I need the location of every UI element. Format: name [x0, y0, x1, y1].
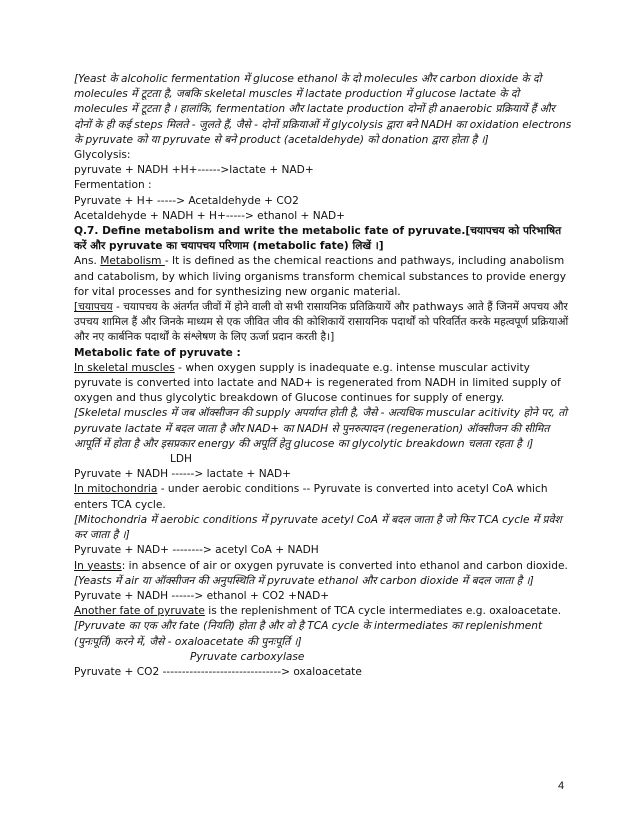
- metabolism-definition: - It is defined as the chemical reactions and pathways, including anabolism and catabolism, by which living organisms transform chemical substances to provide energy for vital processes and for synthesizing new organic material.: [74, 255, 567, 298]
- hindi-metabolism-definition: - चयापचय के अंतर्गत जीवों में होने वाली वो सभी रासायनिक प्रतिक्रियायें और pathways आते हैं जिनमें अपचय और उपचय शामिल हैं और जिनके माध्यम से एक जीवित जीव की कोशिकायें रासायनिक पदार्थों को परिवर्तित करके महत्वपूर्ण प्रक्रियाओं और नए कार्बनिक पदार्थों के संश्लेषण के लिए ऊर्जा प्रदान करती है।]: [74, 301, 569, 344]
- ldh-enzyme-label: LDH: [170, 453, 193, 466]
- yeast-fermentation-note: [Yeast के alcoholic fermentation में glucose ethanol के दो molecules और carbon dioxide के दो molecules में टूटता है, जबकि skeletal muscles में lactate production में glucose lactate के दो molecules में टूटता है । हालांकि, fermentation और lactate production दोनों ही anaerobic प्रक्रियायें हैं और दोनों के ही कई steps मिलते - जुलते हैं, जैसे - दोनों प्रक्रियाओं में glycolysis द्वारा बने NADH का oxidation electrons के pyruvate को या pyruvate से बने product (acetaldehyde) को donation द्वारा होता है ।]: [74, 73, 572, 146]
- mitochondria-text: - under aerobic conditions -- Pyruvate is converted into acetyl CoA which enters TCA cycle.: [74, 483, 548, 511]
- fermentation-equation-1: Pyruvate + H+ -----> Acetaldehyde + CO2: [74, 194, 299, 207]
- yeast-term: In yeasts: [74, 559, 122, 572]
- glycolysis-label: Glycolysis:: [74, 149, 131, 162]
- skeletal-muscle-term: In skeletal muscles: [74, 361, 175, 374]
- another-fate-hindi: [Pyruvate का एक और fate (नियति) होता है और वो है TCA cycle के intermediates का replenishment (पुनःपूर्ति) करने में, जैसे - oxaloacetate की पुनःपूर्ति ।]: [74, 620, 543, 648]
- yeast-equation: Pyruvate + NADH ------> ethanol + CO2 +NAD+: [74, 589, 330, 602]
- mitochondria-term: In mitochondria: [74, 483, 158, 496]
- glycolysis-equation: pyruvate + NADH +H+------>lactate + NAD+: [74, 164, 314, 177]
- question-7: Q.7. Define metabolism and write the metabolic fate of pyruvate.[चयापचय को परिभाषित करें और pyruvate का चयापचय परिणाम (metabolic fate) लिखें ।]: [74, 225, 562, 253]
- yeast-hindi: [Yeasts में air या ऑक्सीजन की अनुपस्थिति में pyruvate ethanol और carbon dioxide में बदल जाता है ।]: [74, 574, 534, 587]
- skeletal-muscle-hindi: [Skeletal muscles में जब ऑक्सीजन की supply अपर्याप्त होती है, जैसे - अत्यधिक muscular acitivity होने पर, तो pyruvate lactate में बदल जाता है और NAD+ का NADH से पुनरुत्पादन (regeneration) ऑक्सीजन की सीमित आपूर्ति में होता है और इसप्रकार energy की अपूर्ति हेतु glucose का glycolytic breakdown चलता रहता है ।]: [74, 407, 567, 450]
- yeast-text: : in absence of air or oxygen pyruvate is converted into ethanol and carbon dioxide.: [121, 559, 568, 572]
- answer-paragraph: [74, 254, 574, 300]
- page-content: [74, 72, 574, 680]
- another-fate-paragraph: [74, 604, 574, 619]
- metabolism-term: Metabolism: [100, 255, 165, 268]
- fermentation-label: Fermentation :: [74, 179, 152, 192]
- hindi-definition-paragraph: [74, 300, 574, 346]
- another-fate-term: Another fate of pyruvate: [74, 605, 205, 618]
- pyruvate-carboxylase-label: Pyruvate carboxylase: [190, 650, 305, 663]
- skeletal-muscle-paragraph: [74, 361, 574, 407]
- page-number: 4: [558, 780, 565, 792]
- hindi-metabolism-term: [चयापचय: [74, 301, 113, 314]
- yeast-paragraph: [74, 559, 574, 574]
- answer-prefix: Ans.: [74, 255, 101, 268]
- mitochondria-paragraph: [74, 482, 574, 512]
- mitochondria-equation: Pyruvate + NAD+ --------> acetyl CoA + NADH: [74, 544, 319, 557]
- metabolic-fate-heading: Metabolic fate of pyruvate :: [74, 346, 241, 359]
- pyruvate-carboxylase-equation: Pyruvate + CO2 -------------------------------> oxaloacetate: [74, 665, 362, 678]
- mitochondria-hindi: [Mitochondria में aerobic conditions में pyruvate acetyl CoA में बदल जाता है जो फिर TCA cycle में प्रवेश कर जाता है ।]: [74, 513, 562, 542]
- skeletal-muscle-text: - when oxygen supply is inadequate e.g. intense muscular activity pyruvate is converted into lactate and NAD+ is regenerated from NADH in limited supply of oxygen and thus glycolytic breakdown of Glucose continues for supply of energy.: [74, 361, 561, 405]
- fermentation-equation-2: Acetaldehyde + NADH + H+-----> ethanol + NAD+: [74, 209, 346, 222]
- ldh-equation: Pyruvate + NADH ------> lactate + NAD+: [74, 468, 292, 481]
- another-fate-text: is the replenishment of TCA cycle intermediates e.g. oxaloacetate.: [204, 605, 562, 618]
